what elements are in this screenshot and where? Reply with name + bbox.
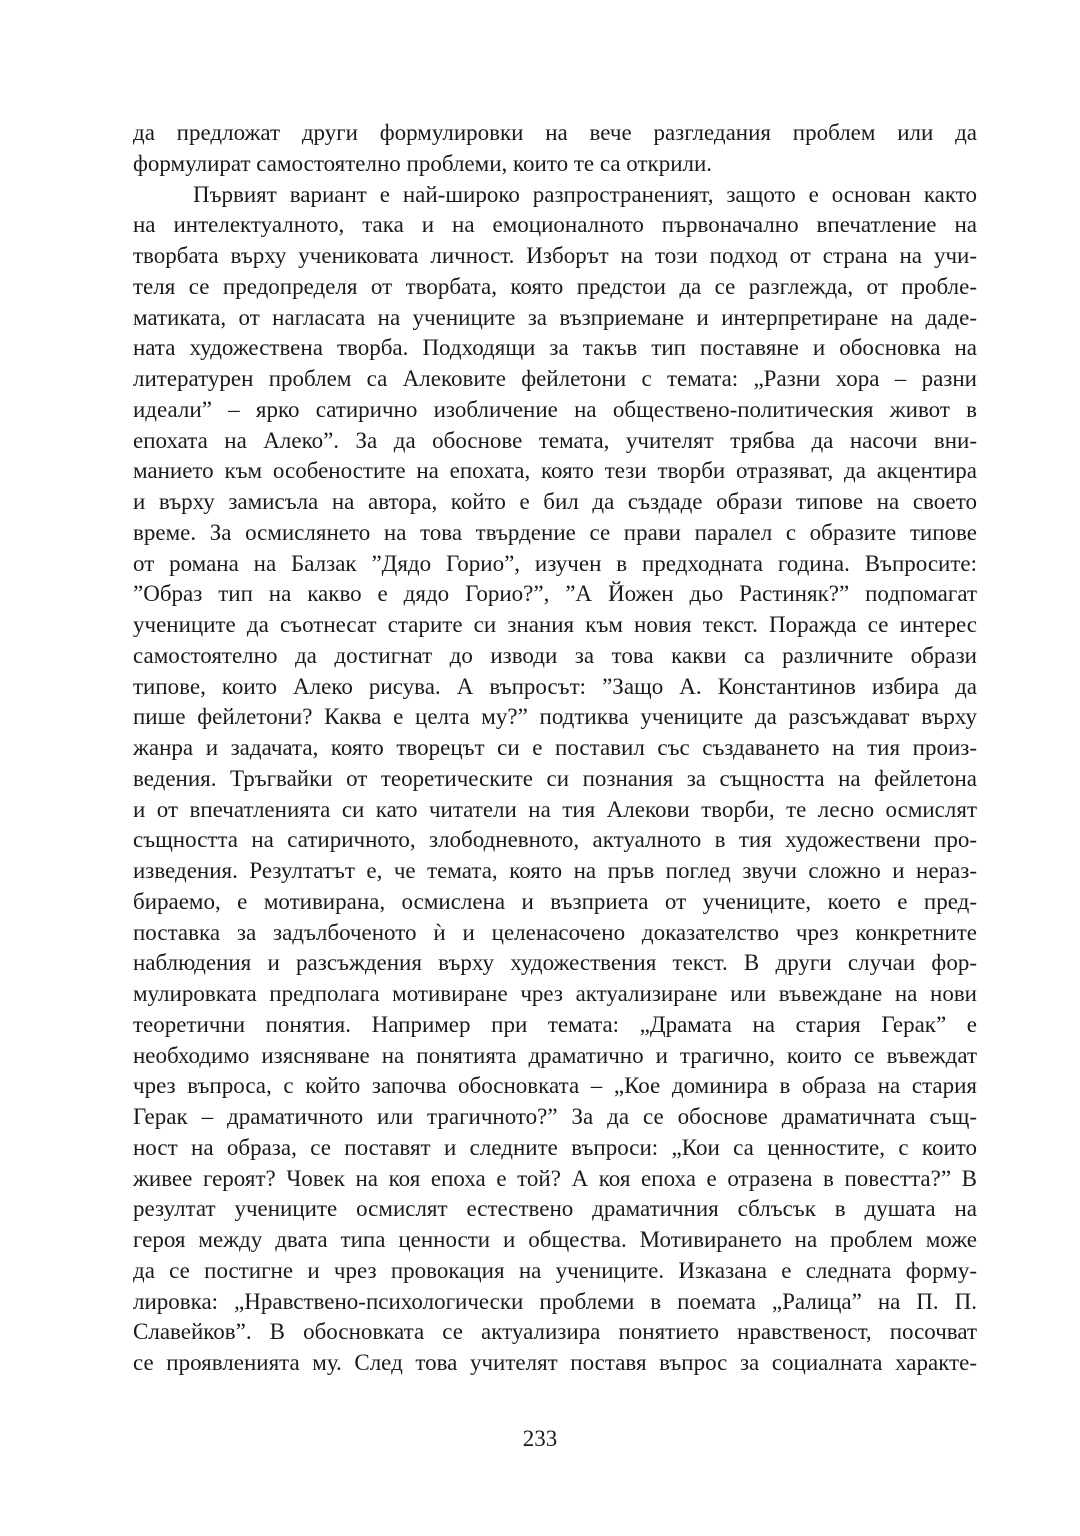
text-line: необходимо изясняване на понятията драматично и трагично, които се въвеждат bbox=[133, 1042, 977, 1068]
text-line: ната художествена творба. Подходящи за такъв тип поставяне и обосновка на bbox=[133, 335, 977, 361]
text-line: и върху замисъла на автора, който е бил да създаде образи типове на своето bbox=[133, 489, 977, 514]
text-line: се проявленията му. След това учителят поставя въпрос за социалната характе- bbox=[133, 1350, 977, 1375]
text-line: Герак – драматичното или трагичното?” За да се обоснове драматичната същ- bbox=[133, 1104, 977, 1129]
text-line: същността на сатиричното, злободневното, актуалното в тия художествени про- bbox=[133, 827, 977, 853]
text-line: поставка за задълбоченото ѝ и целенасочено доказателство чрез конкретните bbox=[133, 919, 977, 945]
text-line: да предложат други формулировки на вече разгледания проблем или да bbox=[133, 120, 977, 145]
text-line: ност на образа, се поставят и следните въпроси: „Кои са ценностите, с които bbox=[133, 1134, 977, 1160]
text-line: наблюдения и разсъждения върху художествения текст. В други случаи фор- bbox=[133, 950, 977, 976]
text-line: време. За осмислянето на това твърдение се прави паралел с образите типове bbox=[133, 519, 977, 545]
text-line: епохата на Алеко”. За да обоснове темата, учителят трябва да насочи вни- bbox=[133, 427, 977, 453]
text-line: жанра и задачата, която творецът си е поставил със създаването на тия произ- bbox=[133, 735, 977, 760]
text-line: на интелектуалното, така и на емоционалното първоначално впечатление на bbox=[133, 212, 977, 238]
text-line: чрез въпроса, с който започва обосновката – „Кое доминира в образа на стария bbox=[133, 1073, 977, 1099]
text-line: бираемо, е мотивирана, осмислена и възприета от учениците, което е пред- bbox=[133, 888, 977, 914]
text-line: литературен проблем са Алековите фейлетони с темата: „Разни хора – разни bbox=[133, 366, 977, 391]
text-line: манието към особеностите на епохата, която тези творби отразяват, да акцентира bbox=[133, 458, 977, 484]
text-line: пише фейлетони? Каква е целта му?” подтиква учениците да разсъждават върху bbox=[133, 704, 977, 730]
text-line: ведения. Тръгвайки от теоретическите си познания за същността на фейлетона bbox=[133, 765, 977, 791]
page-number: 233 bbox=[522, 1426, 558, 1451]
text-line: матиката, от нагласата на учениците за възприемане и интерпретиране на даде- bbox=[133, 304, 977, 330]
text-line: Първият вариант е най-широко разпространеният, защото е основан както bbox=[193, 181, 977, 207]
text-line: типове, които Алеко рисува. А въпросът: ”Защо А. Константинов избира да bbox=[133, 673, 977, 699]
text-line: теоретични понятия. Например при темата: „Драмата на стария Герак” е bbox=[133, 1011, 977, 1037]
text-line: от романа на Балзак ”Дядо Горио”, изучен в предходната година. Въпросите: bbox=[133, 550, 977, 576]
text-line: изведения. Резултатът е, че темата, която на пръв поглед звучи сложно и нераз- bbox=[133, 858, 977, 883]
text-line: идеали” – ярко сатирично изобличение на обществено-политическия живот в bbox=[133, 396, 977, 422]
text-line: теля се предопределя от творбата, която предстои да се разглежда, от пробле- bbox=[133, 273, 977, 299]
text-line: да се постигне и чрез провокация на учениците. Изказана е следната форму- bbox=[133, 1257, 977, 1283]
text-line: Славейков”. В обосновката се актуализира понятието нравственост, посочват bbox=[133, 1319, 977, 1345]
text-line: резултат учениците осмислят естествено драматичния сблъсък в душата на bbox=[133, 1196, 977, 1222]
text-line: героя между двата типа ценности и общества. Мотивирането на проблем може bbox=[133, 1227, 977, 1252]
text-line: мулировката предполага мотивиране чрез актуализиране или въвеждане на нови bbox=[133, 981, 977, 1006]
text-line: учениците да съотнесат старите си знания към новия текст. Поражда се интерес bbox=[133, 612, 977, 637]
text-line: живее героят? Човек на коя епоха е той? А коя епоха е отразена в повестта?” В bbox=[133, 1165, 977, 1191]
text-line: формулират самостоятелно проблеми, които те са открили. bbox=[133, 150, 713, 176]
text-line: творбата върху учениковата личност. Изборът на този подход от страна на учи- bbox=[133, 243, 977, 268]
text-line: лировка: „Нравствено-психологически проблеми в поемата „Ралица” на П. П. bbox=[133, 1288, 977, 1314]
text-line: и от впечатленията си като читатели на тия Алекови творби, те лесно осмислят bbox=[133, 796, 977, 822]
text-line: самостоятелно да достигнат до изводи за това какви са различните образи bbox=[133, 642, 977, 668]
body-text bbox=[133, 118, 977, 1379]
text-line: ”Образ тип на какво е дядо Горио?”, ”А Йожен дьо Растиняк?” подпомагат bbox=[133, 581, 977, 607]
